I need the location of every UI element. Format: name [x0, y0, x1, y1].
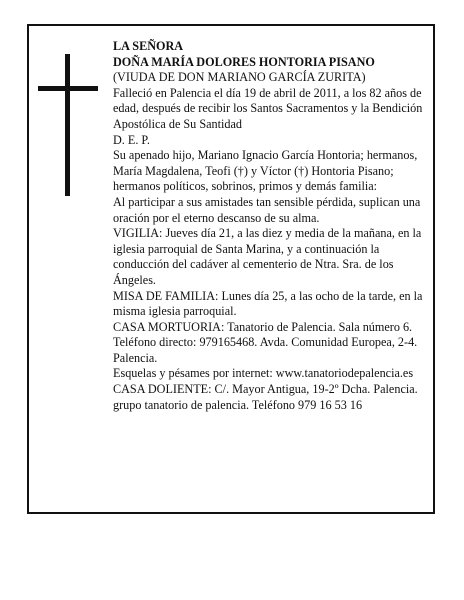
- prayer-request: Al participar a sus amistades tan sensible pérdida, suplican una oración por el eterno descanso de su alma.: [113, 194, 421, 225]
- mortuary-info: CASA MORTUORIA: Tanatorio de Palencia. Sala número 6. Teléfono directo: 979165468. Avda. Comunidad Europea, 2-4. Palencia.: [113, 319, 418, 365]
- internet-condolences: Esquelas y pésames por internet: www.tanatoriodepalencia.es: [113, 366, 414, 381]
- rip: D. E. P.: [113, 132, 150, 147]
- death-details: Falleció en Palencia el día 19 de abril de 2011, a los 82 años de edad, después de recibir los Santos Sacramentos y la Bendición Apostólica de Su Santidad: [113, 85, 423, 131]
- home-address: CASA DOLIENTE: C/. Mayor Antigua, 19-2º Dcha. Palencia.: [113, 382, 418, 397]
- widow-of: (VIUDA DE DON MARIANO GARCÍA ZURITA): [113, 70, 366, 85]
- cross-horizontal-bar: [38, 86, 98, 91]
- honorific: LA SEÑORA: [113, 39, 184, 53]
- obituary-text: [113, 39, 428, 413]
- footer-credit: grupo tanatorio de palencia. Teléfono 979 16 53 16: [113, 397, 363, 412]
- vigil-info: VIGILIA: Jueves día 21, a las diez y media de la mañana, en la iglesia parroquial de Santa Marina, y a continuación la conducción del cadáver al cementerio de Ntra. Sra. de los Ángeles.: [113, 226, 422, 287]
- cross-vertical-bar: [65, 54, 70, 196]
- cross-icon: [38, 54, 98, 196]
- family-mass-info: MISA DE FAMILIA: Lunes día 25, a las ocho de la tarde, en la misma iglesia parroquial.: [113, 288, 423, 319]
- family-list: Su apenado hijo, Mariano Ignacio García Hontoria; hermanos, María Magdalena, Teofi (†) y Víctor (†) Hontoria Pisano; hermanos políticos, sobrinos, primos y demás familia:: [113, 148, 418, 194]
- deceased-name: DOÑA MARÍA DOLORES HONTORIA PISANO: [113, 54, 375, 69]
